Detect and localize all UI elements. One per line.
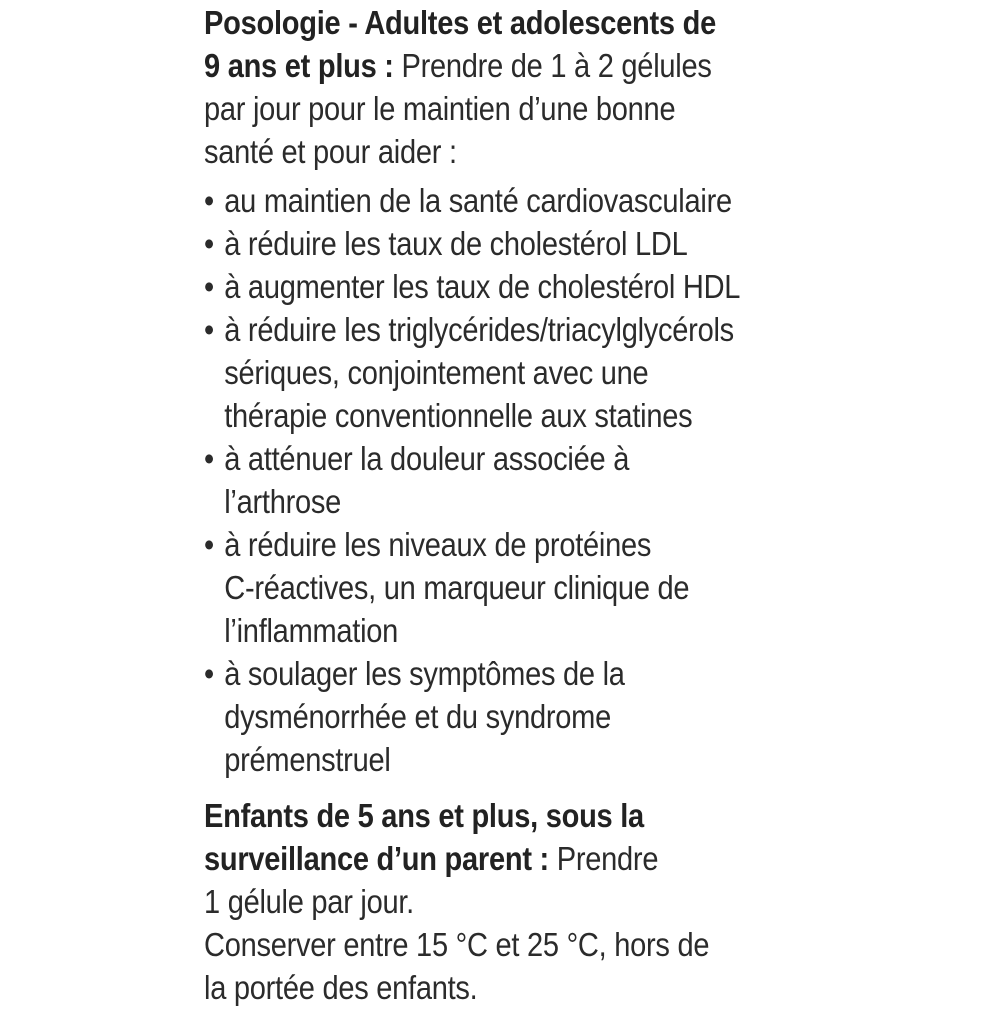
children-dosage-text: 1 gélule par jour. [204,883,414,920]
bullet-symbol: • [204,182,214,219]
children-dosage-section [204,794,899,923]
list-item [204,652,899,781]
bullet-symbol: • [204,655,214,692]
list-item [204,265,899,308]
bullet-symbol: • [204,440,214,477]
children-supervision-heading: surveillance d’un parent : [204,840,549,877]
list-item-text: à réduire les triglycérides/triacylglycérols [224,311,734,348]
adult-dosage-text: santé et pour aider : [204,133,457,170]
list-item [204,523,899,652]
benefits-list [204,179,899,781]
bullet-symbol: • [204,225,214,262]
list-item-text: C-réactives, un marqueur clinique de [224,569,690,606]
bullet-symbol: • [204,311,214,348]
adult-dosage-text: Prendre de 1 à 2 gélules [393,47,712,84]
list-item [204,179,899,222]
storage-text: Conserver entre 15 °C et 25 °C, hors de [204,926,710,963]
adult-dosage-section [204,0,899,173]
bullet-symbol: • [204,268,214,305]
list-item-text: prémenstruel [224,741,391,778]
children-dosage-text: Prendre [548,840,659,877]
adult-dosage-text: par jour pour le maintien d’une bonne [204,90,676,127]
adult-dosage-heading: Posologie - Adultes et adolescents de [204,4,716,41]
list-item [204,308,899,437]
list-item-text: dysménorrhée et du syndrome [224,698,611,735]
children-dosage-line [204,837,899,880]
children-dosage-heading: Enfants de 5 ans et plus, sous la [204,797,644,834]
adult-age-heading: 9 ans et plus : [204,47,394,84]
list-item-text: au maintien de la santé cardiovasculaire [224,182,732,219]
storage-text: la portée des enfants. [204,969,478,1006]
list-item-text: à atténuer la douleur associée à [224,440,630,477]
list-item-text: thérapie conventionnelle aux statines [224,397,693,434]
list-item-text: l’inflammation [224,612,399,649]
list-item-text: à réduire les taux de cholestérol LDL [224,225,688,262]
storage-instructions [204,923,899,1009]
bullet-symbol: • [204,526,214,563]
list-item-text: l’arthrose [224,483,342,520]
list-item-text: à réduire les niveaux de protéines [224,526,652,563]
dosage-document [204,0,899,1009]
list-item [204,222,899,265]
adult-dosage-line [204,44,899,87]
list-item-text: à augmenter les taux de cholestérol HDL [224,268,741,305]
list-item-text: à soulager les symptômes de la [224,655,625,692]
list-item [204,437,899,523]
list-item-text: sériques, conjointement avec une [224,354,649,391]
